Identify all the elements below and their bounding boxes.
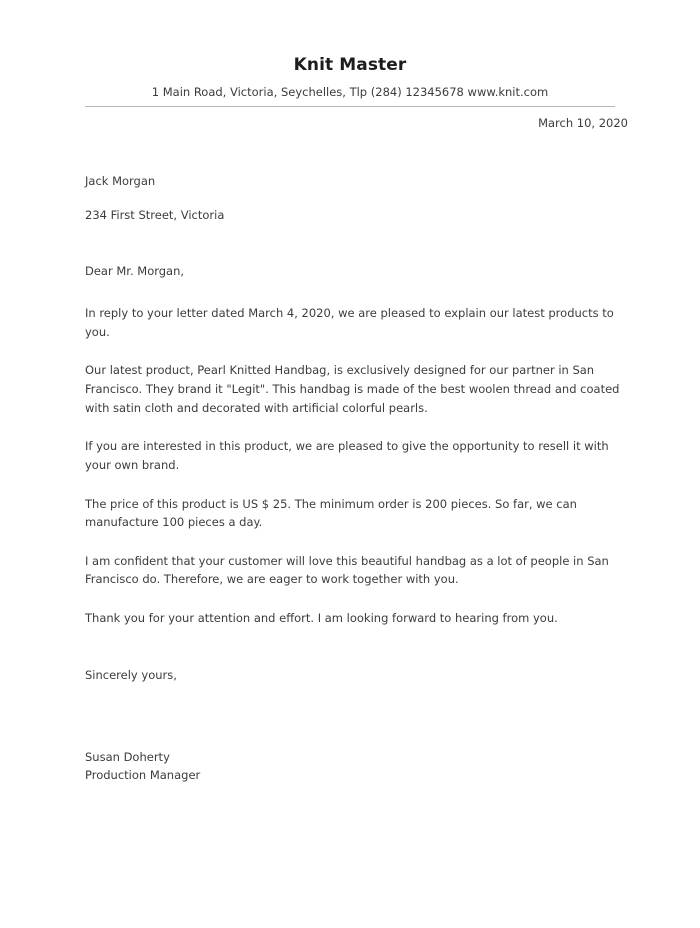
body-paragraph: I am confident that your customer will love this beautiful handbag as a lot of people in San Francisco do. Therefore, we are eager to work together with you. [85,553,609,587]
signer-title: Production Manager [85,767,201,782]
recipient-name: Jack Morgan [85,174,156,189]
body-paragraph: Thank you for your attention and effort. I am looking forward to hearing from you. [85,611,558,626]
letter-body [0,116,700,784]
letterhead-divider [85,106,615,107]
letter-date: March 10, 2020 [538,116,628,131]
closing-salutation: Sincerely yours, [85,667,177,682]
company-name: Knit Master [293,55,407,75]
paragraph-list [85,304,628,628]
body-paragraph: The price of this product is US $ 25. The minimum order is 200 pieces. So far, we can manufacture 100 pieces a day. [85,496,577,530]
body-paragraph: If you are interested in this product, we are pleased to give the opportunity to resell it with your own brand. [85,439,609,472]
signature-block [85,749,628,784]
signer-name: Susan Doherty [85,750,170,765]
body-paragraph: Our latest product, Pearl Knitted Handbag, is exclusively designed for our partner in San Francisco. They brand it "Legit". This handbag is made of the best woolen thread and coated with satin cloth and decorated with artificial colorful pearls. [85,363,620,415]
letterhead [0,0,700,107]
recipient-address: 234 First Street, Victoria [85,207,225,222]
company-contact-line: 1 Main Road, Victoria, Seychelles, Tlp (284) 12345678 www.knit.com [151,85,549,100]
recipient-block [85,173,628,223]
salutation: Dear Mr. Morgan, [85,264,185,279]
body-paragraph: In reply to your letter dated March 4, 2020, we are pleased to explain our latest products to you. [85,306,614,339]
